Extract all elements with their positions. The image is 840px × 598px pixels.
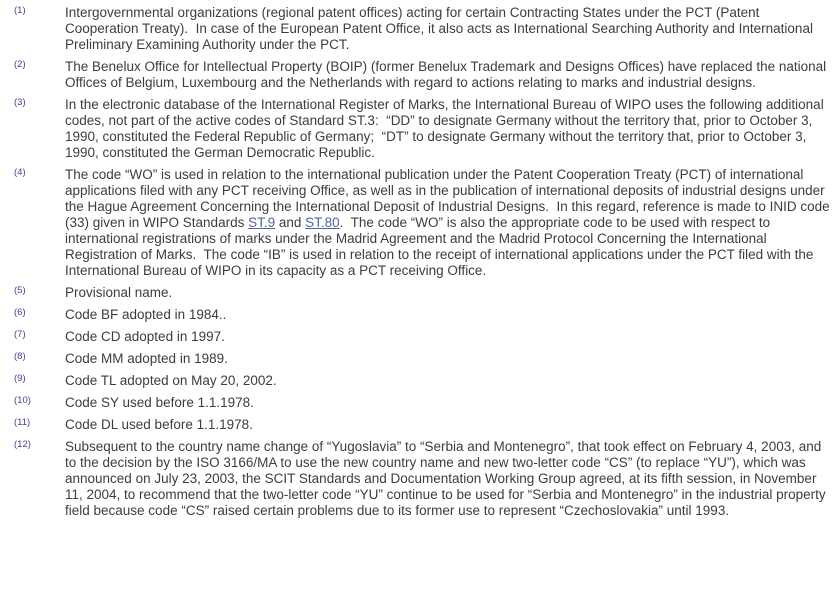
footnote-text: The Benelux Office for Intellectual Property (BOIP) (former Benelux Trademark and Designs Offices) have replaced the national Offices of Belgium, Luxembourg and the Netherlands with regard to actions relating to marks and industrial designs.	[65, 59, 830, 90]
footnote-row	[0, 373, 834, 389]
footnote-row	[0, 285, 834, 301]
footnote-text-segment: The code “WO” is used in relation to the international publication under the Patent Cooperation Treaty (PCT) of international applications filed with any PCT receiving Office, as well as in the publication of international deposits of industrial designs under the Hague Agreement Concerning the International Deposit of Industrial Designs. In this regard, reference is made to INID code (33) given in WIPO Standards	[65, 167, 834, 230]
footnote-text: Code TL adopted on May 20, 2002.	[65, 373, 277, 388]
footnote-row	[0, 5, 834, 53]
footnote-marker: (4)	[14, 167, 26, 178]
footnote-row	[0, 307, 834, 323]
footnote-text: Code CD adopted in 1997.	[65, 329, 225, 344]
footnote-text: Provisional name.	[65, 285, 173, 300]
footnote-row	[0, 59, 834, 91]
footnote-row	[0, 395, 834, 411]
footnote-marker: (5)	[14, 285, 26, 296]
footnote-marker: (3)	[14, 97, 26, 108]
footnote-marker: (8)	[14, 351, 26, 362]
footnote-text	[65, 167, 834, 279]
footnote-marker: (2)	[14, 59, 26, 70]
footnote-marker: (7)	[14, 329, 26, 340]
footnote-text: Subsequent to the country name change of “Yugoslavia” to “Serbia and Montenegro”, that took effect on February 4, 2003, and to the decision by the ISO 3166/MA to use the new country name and new two-letter code “CS” (to replace “YU”), which was announced on July 23, 2003, the SCIT Standards and Documentation Working Group agreed, at its fifth session, in November 11, 2004, to recommend that the two-letter code “YU” continue to be used for “Serbia and Montenegro” in the industrial property field because code “CS” raised certain problems due to its former use to represent “Czechoslovakia” until 1993.	[65, 439, 830, 518]
footnote-text: Code BF adopted in 1984..	[65, 307, 227, 322]
footnote-text: Intergovernmental organizations (regional patent offices) acting for certain Contracting States under the PCT (Patent Cooperation Treaty). In case of the European Patent Office, it also acts as International Searching Authority and International Preliminary Examining Authority under the PCT.	[65, 5, 817, 52]
footnote-row	[0, 329, 834, 345]
footnote-text: In the electronic database of the International Register of Marks, the International Bureau of WIPO uses the following additional codes, not part of the active codes of Standard ST.3: “DD” to designate Germany without the territory that, prior to October 3, 1990, constituted the Federal Republic of Germany; “DT” to designate Germany without the territory that, prior to October 3, 1990, constituted the German Democratic Republic.	[65, 97, 828, 160]
footnote-row	[0, 167, 834, 279]
footnote-row	[0, 439, 834, 519]
footnote-row	[0, 417, 834, 433]
footnote-marker: (12)	[14, 439, 31, 450]
footnote-marker: (10)	[14, 395, 31, 406]
footnote-text-segment: . The code “WO” is also the appropriate code to be used with respect to international registrations of marks under the Madrid Agreement and the Madrid Protocol Concerning the International Registration of Marks. The code “IB” is used in relation to the receipt of international applications under the PCT filed with the International Bureau of WIPO in its capacity as a PCT receiving Office.	[65, 215, 818, 278]
footnote-text: Code SY used before 1.1.1978.	[65, 395, 254, 410]
footnote-row	[0, 351, 834, 367]
footnote-marker: (11)	[14, 417, 31, 428]
footnote-marker: (1)	[14, 5, 26, 16]
link-st9[interactable]: ST.9	[248, 215, 276, 230]
footnote-text: Code MM adopted in 1989.	[65, 351, 228, 366]
footnote-marker: (9)	[14, 373, 26, 384]
link-st80[interactable]: ST.80	[305, 215, 340, 230]
footnote-text: Code DL used before 1.1.1978.	[65, 417, 253, 432]
footnote-text-segment: and	[275, 215, 306, 230]
footnote-marker: (6)	[14, 307, 26, 318]
footnote-row	[0, 97, 834, 161]
